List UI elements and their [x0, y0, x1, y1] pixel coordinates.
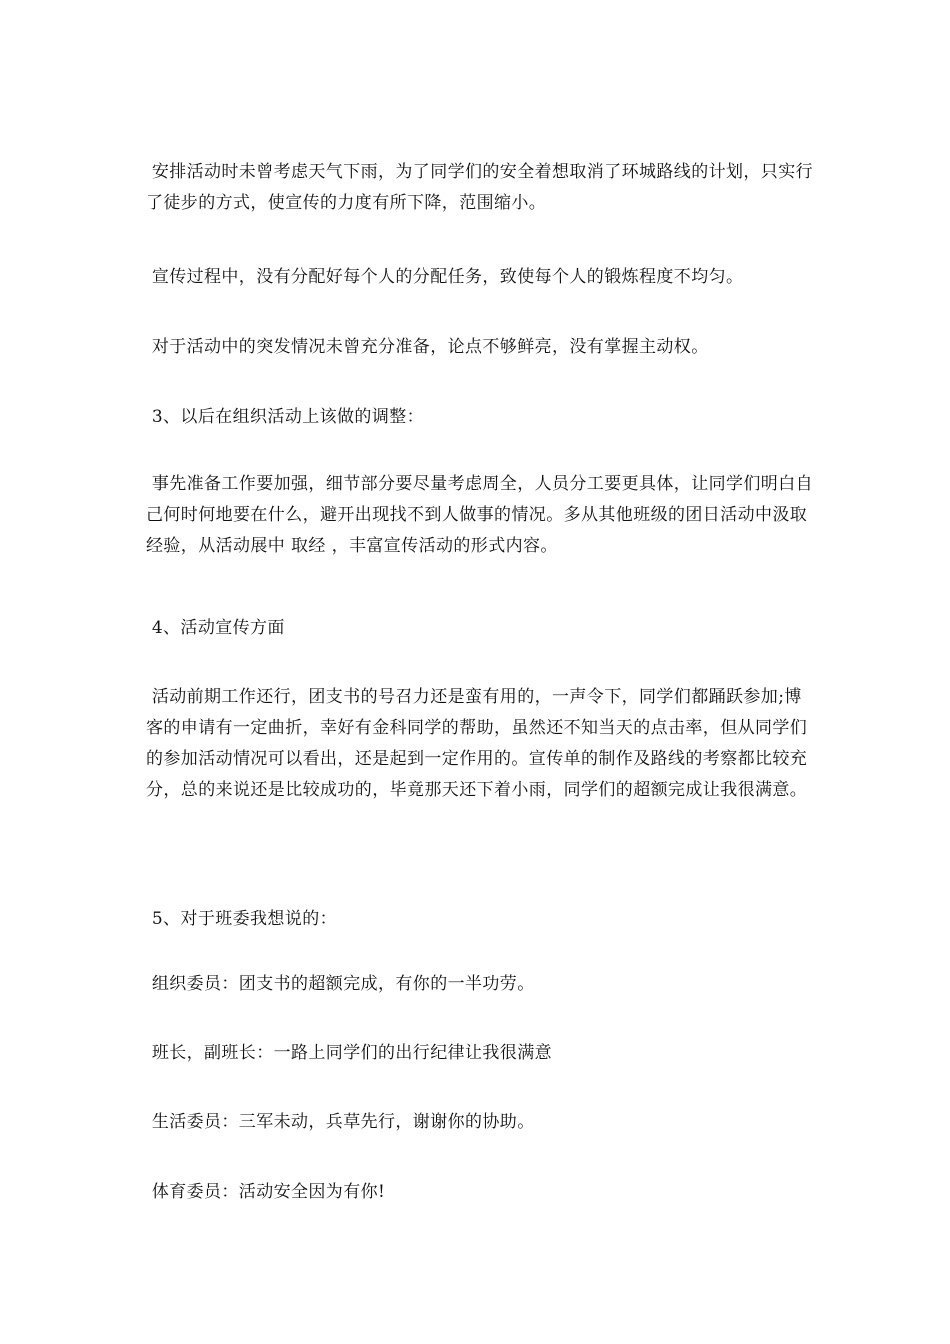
paragraph-weather-plan: 安排活动时未曾考虑天气下雨，为了同学们的安全着想取消了环城路线的计划，只实行了徒步的方式，使宣传的力度有所下降，范围缩小。	[146, 162, 814, 213]
paragraph-organizer: 组织委员：团支书的超额完成，有你的一半功劳。	[146, 974, 535, 994]
paragraph-life-committee: 生活委员：三军未动，兵草先行，谢谢你的协助。	[146, 1112, 535, 1132]
section-heading-4: 4、活动宣传方面	[146, 618, 285, 638]
paragraph-emergency-prep: 对于活动中的突发情况未曾充分准备，论点不够鲜亮，没有掌握主动权。	[146, 337, 709, 357]
paragraph-task-assignment: 宣传过程中，没有分配好每个人的分配任务，致使每个人的锻炼程度不均匀。	[146, 267, 744, 287]
section-heading-5: 5、对于班委我想说的：	[146, 909, 338, 929]
paragraph-adjustments: 事先准备工作要加强，细节部分要尽量考虑周全，人员分工要更具体，让同学们明白自己何时何地要在什么，避开出现找不到人做事的情况。多从其他班级的团日活动中汲取经验，从活动展中 取经 ，丰富宣传活动的形式内容。	[146, 474, 814, 556]
paragraph-monitor: 班长，副班长：一路上同学们的出行纪律让我很满意	[146, 1043, 553, 1063]
paragraph-sports-committee: 体育委员：活动安全因为有你!	[146, 1182, 386, 1202]
section-heading-3: 3、以后在组织活动上该做的调整：	[146, 407, 425, 427]
paragraph-publicity: 活动前期工作还行，团支书的号召力还是蛮有用的，一声令下，同学们都踊跃参加;博客的申请有一定曲折，幸好有金科同学的帮助，虽然还不知当天的点击率，但从同学们的参加活动情况可以看出，还是起到一定作用的。宣传单的制作及路线的考察都比较充分，总的来说还是比较成功的，毕竟那天还下着小雨，同学们的超额完成让我很满意。	[146, 687, 808, 800]
